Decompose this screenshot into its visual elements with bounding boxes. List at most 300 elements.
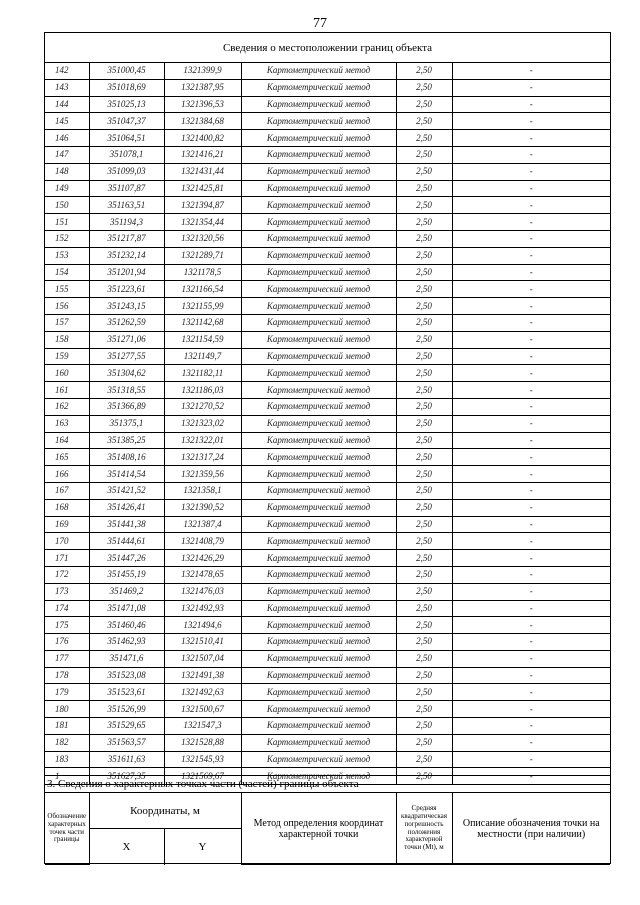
cell-coord-y: 1321390,52 — [164, 499, 241, 516]
cell-coord-y: 1321491,38 — [164, 667, 241, 684]
cell-point-number: 156 — [45, 298, 89, 315]
cell-description: - — [452, 79, 610, 96]
cell-coord-y: 1321323,02 — [164, 415, 241, 432]
table-row — [45, 634, 610, 651]
cell-description: - — [452, 146, 610, 163]
cell-coord-y: 1321182,11 — [164, 365, 241, 382]
cell-error-value: 2,50 — [396, 667, 452, 684]
cell-coord-x: 351018,69 — [89, 79, 164, 96]
cell-point-number: 182 — [45, 734, 89, 751]
cell-error-value: 2,50 — [396, 298, 452, 315]
cell-description: - — [452, 298, 610, 315]
cell-error-value: 2,50 — [396, 634, 452, 651]
cell-method: Картометрический метод — [241, 180, 396, 197]
cell-coord-y: 1321142,68 — [164, 314, 241, 331]
table-row — [45, 617, 610, 634]
cell-method: Картометрический метод — [241, 96, 396, 113]
cell-error-value: 2,50 — [396, 449, 452, 466]
cell-coord-x: 351462,93 — [89, 634, 164, 651]
cell-point-number: 143 — [45, 79, 89, 96]
cell-coord-y: 1321384,68 — [164, 113, 241, 130]
cell-point-number: 145 — [45, 113, 89, 130]
cell-point-number: 170 — [45, 533, 89, 550]
cell-coord-x: 351455,19 — [89, 566, 164, 583]
table-row — [45, 718, 610, 735]
table-row — [45, 365, 610, 382]
cell-method: Картометрический метод — [241, 583, 396, 600]
cell-coord-y: 1321320,56 — [164, 230, 241, 247]
cell-description: - — [452, 415, 610, 432]
cell-method: Картометрический метод — [241, 79, 396, 96]
table-row — [45, 180, 610, 197]
cell-description: - — [452, 113, 610, 130]
cell-method: Картометрический метод — [241, 516, 396, 533]
cell-coord-x: 351243,15 — [89, 298, 164, 315]
cell-point-number: 175 — [45, 617, 89, 634]
cell-description: - — [452, 566, 610, 583]
cell-coord-x: 351563,57 — [89, 734, 164, 751]
cell-point-number: 159 — [45, 348, 89, 365]
cell-method: Картометрический метод — [241, 550, 396, 567]
cell-method: Картометрический метод — [241, 314, 396, 331]
cell-method: Картометрический метод — [241, 566, 396, 583]
cell-point-number: 144 — [45, 96, 89, 113]
cell-point-number: 173 — [45, 583, 89, 600]
cell-description: - — [452, 718, 610, 735]
table-row — [45, 247, 610, 264]
cell-error-value: 2,50 — [396, 247, 452, 264]
table-row — [45, 600, 610, 617]
coordinates-table — [45, 63, 610, 785]
cell-description: - — [452, 516, 610, 533]
cell-point-number: 168 — [45, 499, 89, 516]
cell-error-value: 2,50 — [396, 768, 452, 785]
cell-method: Картометрический метод — [241, 63, 396, 79]
cell-description: - — [452, 684, 610, 701]
cell-coord-y: 1321387,95 — [164, 79, 241, 96]
cell-description: - — [452, 533, 610, 550]
table-row — [45, 63, 610, 79]
cell-coord-y: 1321354,44 — [164, 214, 241, 231]
cell-error-value: 2,50 — [396, 499, 452, 516]
cell-error-value: 2,50 — [396, 482, 452, 499]
cell-error-value: 2,50 — [396, 113, 452, 130]
cell-error-value: 2,50 — [396, 617, 452, 634]
cell-point-number: 161 — [45, 382, 89, 399]
cell-description: - — [452, 163, 610, 180]
table-row — [45, 130, 610, 147]
cell-description: - — [452, 247, 610, 264]
cell-coord-y: 1321476,03 — [164, 583, 241, 600]
cell-description: - — [452, 130, 610, 147]
cell-error-value: 2,50 — [396, 382, 452, 399]
cell-description: - — [452, 634, 610, 651]
cell-point-number: 164 — [45, 432, 89, 449]
cell-coord-y: 1321528,88 — [164, 734, 241, 751]
cell-coord-x: 351099,03 — [89, 163, 164, 180]
cell-description: - — [452, 214, 610, 231]
cell-coord-y: 1321166,54 — [164, 281, 241, 298]
cell-method: Картометрический метод — [241, 146, 396, 163]
table-row — [45, 314, 610, 331]
cell-method: Картометрический метод — [241, 214, 396, 231]
cell-method: Картометрический метод — [241, 230, 396, 247]
cell-description: - — [452, 466, 610, 483]
table-row — [45, 667, 610, 684]
cell-error-value: 2,50 — [396, 650, 452, 667]
cell-coord-x: 351232,14 — [89, 247, 164, 264]
cell-error-value: 2,50 — [396, 415, 452, 432]
cell-coord-y: 1321431,44 — [164, 163, 241, 180]
cell-method: Картометрический метод — [241, 432, 396, 449]
cell-point-number: 155 — [45, 281, 89, 298]
cell-coord-x: 351460,46 — [89, 617, 164, 634]
cell-coord-y: 1321322,01 — [164, 432, 241, 449]
cell-description: - — [452, 197, 610, 214]
cell-method: Картометрический метод — [241, 130, 396, 147]
table-row — [45, 197, 610, 214]
cell-method: Картометрический метод — [241, 466, 396, 483]
cell-error-value: 2,50 — [396, 600, 452, 617]
cell-coord-x: 351529,65 — [89, 718, 164, 735]
cell-description: - — [452, 583, 610, 600]
cell-point-number: 183 — [45, 751, 89, 768]
cell-method: Картометрический метод — [241, 415, 396, 432]
table-row — [45, 113, 610, 130]
table-row — [45, 398, 610, 415]
cell-coord-x: 351408,16 — [89, 449, 164, 466]
cell-point-number: 166 — [45, 466, 89, 483]
table-row — [45, 382, 610, 399]
table-row — [45, 482, 610, 499]
cell-error-value: 2,50 — [396, 734, 452, 751]
header-x: X — [89, 829, 164, 865]
cell-point-number: 148 — [45, 163, 89, 180]
cell-description: - — [452, 768, 610, 785]
header-y: Y — [164, 829, 241, 865]
cell-coord-y: 1321149,7 — [164, 348, 241, 365]
cell-point-number: 142 — [45, 63, 89, 79]
cell-error-value: 2,50 — [396, 701, 452, 718]
cell-method: Картометрический метод — [241, 113, 396, 130]
cell-error-value: 2,50 — [396, 63, 452, 79]
cell-coord-x: 351078,1 — [89, 146, 164, 163]
table-row — [45, 415, 610, 432]
table-row — [45, 566, 610, 583]
cell-coord-y: 1321394,87 — [164, 197, 241, 214]
header-error: Средняя квадратическая погрешность положения характерной точки (Mt), м — [396, 793, 452, 865]
cell-coord-y: 1321500,67 — [164, 701, 241, 718]
cell-description: - — [452, 230, 610, 247]
cell-point-number: 147 — [45, 146, 89, 163]
cell-method: Картометрический метод — [241, 667, 396, 684]
cell-description: - — [452, 382, 610, 399]
cell-description: - — [452, 600, 610, 617]
cell-coord-x: 351366,89 — [89, 398, 164, 415]
cell-method: Картометрический метод — [241, 482, 396, 499]
table-row — [45, 583, 610, 600]
cell-error-value: 2,50 — [396, 533, 452, 550]
document-frame — [44, 32, 611, 864]
table-row — [45, 466, 610, 483]
cell-coord-y: 1321478,65 — [164, 566, 241, 583]
cell-point-number: 149 — [45, 180, 89, 197]
table-row — [45, 533, 610, 550]
cell-point-number: 162 — [45, 398, 89, 415]
table-row — [45, 79, 610, 96]
cell-method: Картометрический метод — [241, 163, 396, 180]
cell-method: Картометрический метод — [241, 701, 396, 718]
table-row — [45, 163, 610, 180]
cell-method: Картометрический метод — [241, 298, 396, 315]
cell-method: Картометрический метод — [241, 600, 396, 617]
cell-description: - — [452, 550, 610, 567]
cell-point-number: 172 — [45, 566, 89, 583]
cell-method: Картометрический метод — [241, 634, 396, 651]
cell-error-value: 2,50 — [396, 516, 452, 533]
cell-description: - — [452, 650, 610, 667]
cell-point-number: 154 — [45, 264, 89, 281]
cell-coord-y: 1321400,82 — [164, 130, 241, 147]
cell-method: Картометрический метод — [241, 398, 396, 415]
cell-coord-y: 1321186,03 — [164, 382, 241, 399]
table-row — [45, 751, 610, 768]
cell-coord-x: 351107,87 — [89, 180, 164, 197]
cell-error-value: 2,50 — [396, 432, 452, 449]
cell-error-value: 2,50 — [396, 264, 452, 281]
section-header: Сведения о местоположении границ объекта — [45, 33, 610, 63]
cell-coord-x: 351047,37 — [89, 113, 164, 130]
coordinates-table-body — [45, 63, 610, 785]
table-row — [45, 449, 610, 466]
cell-coord-y: 1321289,71 — [164, 247, 241, 264]
table-row — [45, 734, 610, 751]
table-row — [45, 281, 610, 298]
cell-error-value: 2,50 — [396, 197, 452, 214]
cell-method: Картометрический метод — [241, 768, 396, 785]
header-description: Описание обозначения точки на местности (при наличии) — [452, 793, 610, 865]
cell-point-number: 167 — [45, 482, 89, 499]
cell-description: - — [452, 482, 610, 499]
cell-error-value: 2,50 — [396, 163, 452, 180]
cell-coord-x: 351523,61 — [89, 684, 164, 701]
cell-coord-x: 351471,08 — [89, 600, 164, 617]
section-3-title: 3. Сведения о характерных точках части (частей) границы объекта — [45, 775, 610, 793]
cell-method: Картометрический метод — [241, 650, 396, 667]
cell-coord-x: 351163,51 — [89, 197, 164, 214]
cell-point-number: 176 — [45, 634, 89, 651]
cell-coord-y: 1321358,1 — [164, 482, 241, 499]
cell-coord-y: 1321492,63 — [164, 684, 241, 701]
cell-point-number: 174 — [45, 600, 89, 617]
table-row — [45, 331, 610, 348]
cell-coord-y: 1321507,04 — [164, 650, 241, 667]
cell-point-number: 151 — [45, 214, 89, 231]
table-row — [45, 146, 610, 163]
cell-coord-x: 351000,45 — [89, 63, 164, 79]
table-row — [45, 499, 610, 516]
cell-point-number: 157 — [45, 314, 89, 331]
cell-description: - — [452, 331, 610, 348]
cell-coord-x: 351421,52 — [89, 482, 164, 499]
cell-coord-x: 351304,62 — [89, 365, 164, 382]
table-row — [45, 516, 610, 533]
cell-coord-x: 351447,26 — [89, 550, 164, 567]
cell-description: - — [452, 281, 610, 298]
cell-error-value: 2,50 — [396, 281, 452, 298]
cell-coord-y: 1321155,99 — [164, 298, 241, 315]
cell-error-value: 2,50 — [396, 583, 452, 600]
table-row — [45, 96, 610, 113]
cell-coord-y: 1321387,4 — [164, 516, 241, 533]
cell-method: Картометрический метод — [241, 751, 396, 768]
cell-error-value: 2,50 — [396, 314, 452, 331]
cell-coord-y: 1321396,53 — [164, 96, 241, 113]
cell-coord-y: 1321426,29 — [164, 550, 241, 567]
cell-coord-y: 1321317,24 — [164, 449, 241, 466]
cell-coord-x: 351064,51 — [89, 130, 164, 147]
cell-coord-x: 351385,25 — [89, 432, 164, 449]
cell-point-number: 160 — [45, 365, 89, 382]
header-method: Метод определения координат характерной точки — [241, 793, 396, 865]
cell-description: - — [452, 398, 610, 415]
cell-coord-x: 351201,94 — [89, 264, 164, 281]
cell-point-number: 180 — [45, 701, 89, 718]
cell-method: Картометрический метод — [241, 449, 396, 466]
cell-point-number: 158 — [45, 331, 89, 348]
cell-coord-x: 351025,13 — [89, 96, 164, 113]
cell-coord-y: 1321399,9 — [164, 63, 241, 79]
cell-coord-x: 351523,08 — [89, 667, 164, 684]
cell-coord-y: 1321178,5 — [164, 264, 241, 281]
cell-method: Картометрический метод — [241, 382, 396, 399]
cell-point-number: 181 — [45, 718, 89, 735]
cell-coord-x: 351471,6 — [89, 650, 164, 667]
cell-error-value: 2,50 — [396, 331, 452, 348]
cell-method: Картометрический метод — [241, 197, 396, 214]
cell-coord-y: 1321492,93 — [164, 600, 241, 617]
cell-method: Картометрический метод — [241, 264, 396, 281]
table-row — [45, 214, 610, 231]
cell-error-value: 2,50 — [396, 751, 452, 768]
table-row — [45, 264, 610, 281]
cell-description: - — [452, 348, 610, 365]
cell-point-number: 171 — [45, 550, 89, 567]
table-row — [45, 298, 610, 315]
cell-coord-x: 351414,54 — [89, 466, 164, 483]
table-row — [45, 432, 610, 449]
cell-point-number: 178 — [45, 667, 89, 684]
cell-method: Картометрический метод — [241, 331, 396, 348]
cell-method: Картометрический метод — [241, 617, 396, 634]
cell-point-number: 152 — [45, 230, 89, 247]
cell-coord-x: 351318,55 — [89, 382, 164, 399]
table-row — [45, 348, 610, 365]
cell-coord-x: 351194,3 — [89, 214, 164, 231]
cell-method: Картометрический метод — [241, 533, 396, 550]
cell-description: - — [452, 617, 610, 634]
cell-point-number: 150 — [45, 197, 89, 214]
cell-point-number: 169 — [45, 516, 89, 533]
table-row — [45, 684, 610, 701]
cell-point-number: 163 — [45, 415, 89, 432]
cell-description: - — [452, 365, 610, 382]
cell-method: Картометрический метод — [241, 348, 396, 365]
cell-method: Картометрический метод — [241, 365, 396, 382]
cell-coord-x: 351375,1 — [89, 415, 164, 432]
cell-coord-y: 1321359,56 — [164, 466, 241, 483]
cell-method: Картометрический метод — [241, 281, 396, 298]
cell-coord-x: 351441,38 — [89, 516, 164, 533]
cell-error-value: 2,50 — [396, 130, 452, 147]
cell-coord-x: 351426,41 — [89, 499, 164, 516]
cell-coord-x: 351277,55 — [89, 348, 164, 365]
cell-point-number: 1 — [45, 768, 89, 785]
cell-point-number: 153 — [45, 247, 89, 264]
cell-coord-x: 351271,06 — [89, 331, 164, 348]
cell-coord-y: 1321494,6 — [164, 617, 241, 634]
cell-coord-y: 1321408,79 — [164, 533, 241, 550]
cell-error-value: 2,50 — [396, 79, 452, 96]
cell-method: Картометрический метод — [241, 718, 396, 735]
header-designation: Обозначение характерных точек части границы — [45, 793, 89, 865]
cell-description: - — [452, 449, 610, 466]
cell-coord-x: 351469,2 — [89, 583, 164, 600]
table-row — [45, 650, 610, 667]
cell-error-value: 2,50 — [396, 566, 452, 583]
cell-description: - — [452, 499, 610, 516]
cell-coord-x: 351217,87 — [89, 230, 164, 247]
table-row — [45, 701, 610, 718]
cell-coord-y: 1321425,81 — [164, 180, 241, 197]
cell-error-value: 2,50 — [396, 466, 452, 483]
cell-error-value: 2,50 — [396, 214, 452, 231]
cell-description: - — [452, 667, 610, 684]
cell-description: - — [452, 264, 610, 281]
page-number: 77 — [313, 16, 327, 31]
cell-coord-x: 351444,61 — [89, 533, 164, 550]
cell-method: Картометрический метод — [241, 734, 396, 751]
cell-point-number: 146 — [45, 130, 89, 147]
cell-method: Картометрический метод — [241, 247, 396, 264]
cell-coord-y: 1321547,3 — [164, 718, 241, 735]
cell-error-value: 2,50 — [396, 684, 452, 701]
cell-error-value: 2,50 — [396, 348, 452, 365]
cell-coord-y: 1321154,59 — [164, 331, 241, 348]
cell-description: - — [452, 63, 610, 79]
cell-coord-x: 351611,63 — [89, 751, 164, 768]
cell-description: - — [452, 96, 610, 113]
cell-coord-x: 351262,59 — [89, 314, 164, 331]
cell-error-value: 2,50 — [396, 96, 452, 113]
cell-error-value: 2,50 — [396, 398, 452, 415]
cell-description: - — [452, 314, 610, 331]
cell-coord-y: 1321510,41 — [164, 634, 241, 651]
cell-error-value: 2,50 — [396, 180, 452, 197]
cell-coord-y: 1321569,67 — [164, 768, 241, 785]
cell-description: - — [452, 734, 610, 751]
cell-description: - — [452, 701, 610, 718]
cell-coord-y: 1321416,21 — [164, 146, 241, 163]
cell-coord-x: 351223,61 — [89, 281, 164, 298]
cell-point-number: 179 — [45, 684, 89, 701]
cell-coord-y: 1321270,52 — [164, 398, 241, 415]
cell-error-value: 2,50 — [396, 550, 452, 567]
cell-description: - — [452, 180, 610, 197]
cell-description: - — [452, 751, 610, 768]
cell-coord-x: 351526,99 — [89, 701, 164, 718]
cell-error-value: 2,50 — [396, 365, 452, 382]
